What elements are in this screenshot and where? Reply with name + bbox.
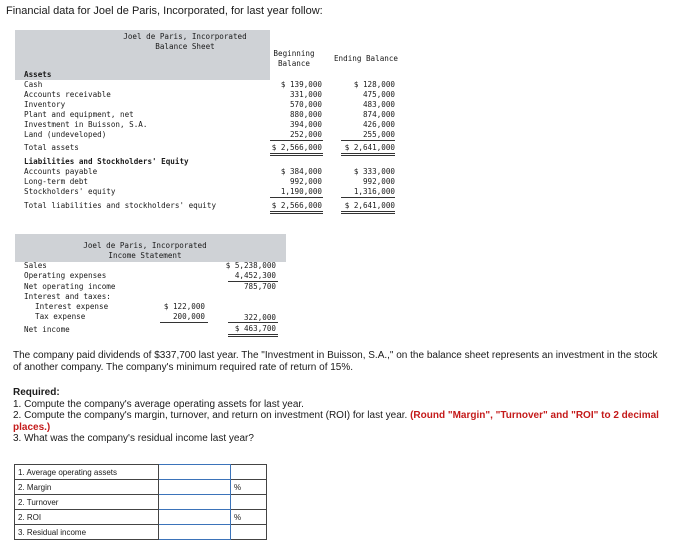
answer-unit: % <box>231 480 267 495</box>
subtotal-line <box>270 197 323 198</box>
total-line <box>270 153 323 154</box>
answer-cell[interactable] <box>159 525 231 540</box>
subtotal-line <box>270 140 323 141</box>
opex-label: Operating expenses <box>24 271 107 280</box>
header-line: Balance <box>277 59 310 68</box>
total-line <box>228 336 278 337</box>
interest-label: Interest expense <box>35 302 109 311</box>
intro-text: Financial data for Joel de Paris, Incorporated, for last year follow: <box>6 5 323 17</box>
required-item-2 <box>13 410 663 433</box>
asset-label: Inventory <box>24 100 66 109</box>
residual-income-input[interactable] <box>162 526 227 539</box>
asset-end: 475,000 <box>362 90 395 99</box>
answer-row <box>15 525 267 540</box>
required-section <box>13 387 663 445</box>
total-assets-end: $ 2,641,000 <box>344 143 395 152</box>
net-income-value: $ 463,700 <box>234 324 276 333</box>
company-name: Joel de Paris, Incorporated <box>123 32 247 41</box>
margin-input[interactable] <box>162 481 227 494</box>
statement-name: Balance Sheet <box>155 42 215 51</box>
answer-row <box>15 510 267 525</box>
asset-label: Plant and equipment, net <box>24 110 134 119</box>
total-line <box>341 211 395 212</box>
total-liab-end: $ 2,641,000 <box>344 201 395 210</box>
asset-end: 483,000 <box>362 100 395 109</box>
sales-value: $ 5,238,000 <box>225 261 276 270</box>
liability-label: Long-term debt <box>24 177 89 186</box>
required-item-3: 3. What was the company's residual income last year? <box>13 433 254 444</box>
noi-label: Net operating income <box>24 282 116 291</box>
balance-sheet <box>15 30 403 215</box>
balance-sheet-title <box>115 32 255 52</box>
liability-end: 992,000 <box>362 177 395 186</box>
answer-cell[interactable] <box>159 495 231 510</box>
total-line <box>270 155 323 156</box>
beginning-balance-header <box>268 49 320 69</box>
turnover-input[interactable] <box>162 496 227 509</box>
answer-unit <box>231 495 267 510</box>
total-liab-label: Total liabilities and stockholders' equity <box>24 201 217 210</box>
asset-end: $ 128,000 <box>353 80 395 89</box>
asset-beg: 880,000 <box>289 110 322 119</box>
answer-label: 2. ROI <box>15 510 159 525</box>
liability-beg: $ 384,000 <box>280 167 322 176</box>
total-liab-beg: $ 2,566,000 <box>271 201 322 210</box>
header-line: Beginning <box>273 49 315 58</box>
answer-row <box>15 480 267 495</box>
liability-label: Accounts payable <box>24 167 98 176</box>
int-tax-total: 322,000 <box>243 313 276 322</box>
asset-label: Land (undeveloped) <box>24 130 107 139</box>
asset-label: Accounts receivable <box>24 90 111 99</box>
answer-label: 3. Residual income <box>15 525 159 540</box>
total-line <box>341 153 395 154</box>
sales-label: Sales <box>24 261 47 270</box>
asset-label: Cash <box>24 80 43 89</box>
subtotal-line <box>341 197 395 198</box>
answer-cell[interactable] <box>159 465 231 480</box>
asset-end: 426,000 <box>362 120 395 129</box>
dividends-paragraph: The company paid dividends of $337,700 last year. The "Investment in Buisson, S.A.," on the balance sheet represents an investment in the stock of another company. The company's minimum required rate of return of 15%. <box>13 350 658 373</box>
answer-unit <box>231 525 267 540</box>
asset-beg: 570,000 <box>289 100 322 109</box>
answer-cell[interactable] <box>159 480 231 495</box>
asset-beg: 394,000 <box>289 120 322 129</box>
total-line <box>270 213 323 214</box>
liabilities-heading: Liabilities and Stockholders' Equity <box>24 157 189 166</box>
total-assets-label: Total assets <box>24 143 79 152</box>
liability-end: $ 333,000 <box>353 167 395 176</box>
asset-end: 255,000 <box>362 130 395 139</box>
answer-cell[interactable] <box>159 510 231 525</box>
opex-value: 4,452,300 <box>234 271 276 280</box>
asset-beg: 252,000 <box>289 130 322 139</box>
total-line <box>228 334 278 335</box>
total-line <box>341 213 395 214</box>
interest-taxes-label: Interest and taxes: <box>24 292 111 301</box>
asset-beg: $ 139,000 <box>280 80 322 89</box>
liability-end: 1,316,000 <box>353 187 395 196</box>
answer-label: 2. Margin <box>15 480 159 495</box>
ending-balance-header: Ending Balance <box>333 54 398 63</box>
asset-end: 874,000 <box>362 110 395 119</box>
required-heading: Required: <box>13 387 60 398</box>
required-item-1: 1. Compute the company's average operating assets for last year. <box>13 398 304 410</box>
answer-row <box>15 465 267 480</box>
subtotal-line <box>228 322 278 323</box>
rounding-note: (Round "Margin", "Turnover" and "ROI" to 2 decimal places.) <box>13 410 659 433</box>
net-income-label: Net income <box>24 325 70 334</box>
assets-heading: Assets <box>24 70 52 79</box>
answer-row <box>15 495 267 510</box>
income-statement-title <box>75 241 215 261</box>
total-assets-beg: $ 2,566,000 <box>271 143 322 152</box>
answer-label: 2. Turnover <box>15 495 159 510</box>
liability-beg: 992,000 <box>289 177 322 186</box>
liability-label: Stockholders' equity <box>24 187 116 196</box>
average-operating-assets-input[interactable] <box>162 466 227 479</box>
answer-table <box>14 464 267 540</box>
income-statement <box>15 234 286 339</box>
roi-input[interactable] <box>162 511 227 524</box>
answer-unit: % <box>231 510 267 525</box>
interest-value: $ 122,000 <box>163 302 205 311</box>
total-line <box>341 155 395 156</box>
required-item-2-text: 2. Compute the company's margin, turnover, and return on investment (ROI) for last year. <box>13 410 408 421</box>
tax-label: Tax expense <box>35 312 86 321</box>
company-name: Joel de Paris, Incorporated <box>83 241 207 250</box>
subtotal-line <box>160 322 208 323</box>
tax-value: 200,000 <box>172 312 205 321</box>
total-line <box>270 211 323 212</box>
subtotal-line <box>341 140 395 141</box>
asset-beg: 331,000 <box>289 90 322 99</box>
answer-unit <box>231 465 267 480</box>
answer-label: 1. Average operating assets <box>15 465 159 480</box>
noi-value: 785,700 <box>243 282 276 291</box>
asset-label: Investment in Buisson, S.A. <box>24 120 148 129</box>
statement-name: Income Statement <box>108 251 182 260</box>
liability-beg: 1,190,000 <box>280 187 322 196</box>
